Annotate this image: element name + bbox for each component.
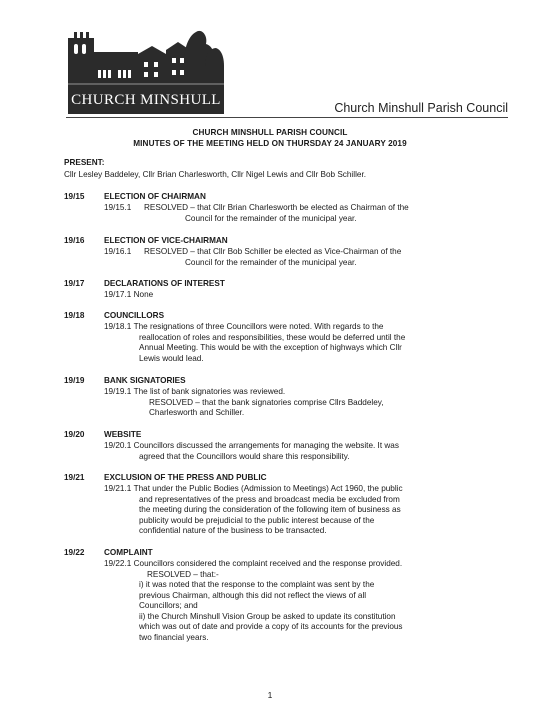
item-text: and representatives of the press and broadcast media be excluded from <box>139 494 400 504</box>
minute-item <box>104 203 409 214</box>
document-subtitle: MINUTES OF THE MEETING HELD ON THURSDAY 24 JANUARY 2019 <box>133 139 407 148</box>
minute-item <box>104 247 401 258</box>
item-text: RESOLVED – that Cllr Brian Charlesworth be elected as Chairman of the <box>144 203 409 212</box>
minute-heading: COMPLAINT <box>104 548 153 557</box>
minute-item <box>104 322 383 333</box>
item-number: 19/17.1 <box>104 290 132 299</box>
item-text: previous Chairman, although this did not reflect the views of all <box>139 590 367 600</box>
item-text: The resignations of three Councillors were noted. With regards to the <box>133 322 384 331</box>
item-text: RESOLVED – that Cllr Bob Schiller be elected as Vice-Chairman of the <box>144 247 402 256</box>
document-title: CHURCH MINSHULL PARISH COUNCIL <box>192 128 348 137</box>
minute-heading: ELECTION OF VICE-CHAIRMAN <box>104 236 228 245</box>
item-text: which was out of date and provide a copy of its accounts for the previous <box>139 622 403 631</box>
item-text: RESOLVED – that the bank signatories comprise Cllrs Baddeley, <box>149 397 384 407</box>
present-list: Cllr Lesley Baddeley, Cllr Brian Charlesworth, Cllr Nigel Lewis and Cllr Bob Schiller. <box>64 170 366 179</box>
item-text: Charlesworth and Schiller. <box>149 408 245 417</box>
present-heading: PRESENT: <box>64 158 105 167</box>
item-text: publicity would be prejudicial to the public interest because of the <box>139 515 375 525</box>
minute-number: 19/15 <box>64 192 85 201</box>
page-number: 1 <box>267 690 273 700</box>
item-text: That under the Public Bodies (Admission to Meetings) Act 1960, the public <box>133 484 403 493</box>
minute-number: 19/17 <box>64 279 85 288</box>
item-number: 19/21.1 <box>104 484 132 493</box>
minute-heading: WEBSITE <box>104 430 142 439</box>
council-name: Church Minshull Parish Council <box>334 101 508 115</box>
minute-heading: DECLARATIONS OF INTEREST <box>104 279 225 288</box>
item-text: Lewis would lead. <box>139 353 204 363</box>
item-number: 19/18.1 <box>104 322 132 331</box>
minute-heading: COUNCILLORS <box>104 311 165 320</box>
item-text: Council for the remainder of the municipal year. <box>185 214 357 223</box>
item-text: Councillors discussed the arrangements for managing the website. It was <box>133 441 399 450</box>
minute-item <box>104 441 399 452</box>
item-text: Council for the remainder of the municipal year. <box>185 258 357 267</box>
item-number: 19/19.1 <box>104 387 132 396</box>
item-text: i) it was noted that the response to the complaint was sent by the <box>139 580 375 589</box>
minute-heading: BANK SIGNATORIES <box>104 376 186 385</box>
minute-number: 19/21 <box>64 473 85 482</box>
header-divider <box>66 117 508 118</box>
item-text: The list of bank signatories was reviewed. <box>133 387 286 396</box>
minute-item <box>104 484 403 495</box>
minute-number: 19/16 <box>64 236 85 245</box>
item-number: 19/15.1 <box>104 203 132 212</box>
item-number: 19/16.1 <box>104 247 132 256</box>
item-text: ii) the Church Minshull Vision Group be asked to update its constitution <box>139 611 396 621</box>
minute-heading: ELECTION OF CHAIRMAN <box>104 192 206 201</box>
item-text: Councillors; and <box>139 601 198 610</box>
minute-item <box>104 290 153 301</box>
item-text: agreed that the Councillors would share this responsibility. <box>139 451 350 461</box>
minute-number: 19/20 <box>64 430 85 439</box>
minute-heading: EXCLUSION OF THE PRESS AND PUBLIC <box>104 473 267 482</box>
minute-item <box>104 559 402 570</box>
item-text: two financial years. <box>139 632 209 642</box>
minute-item <box>104 387 285 398</box>
item-text: None <box>133 290 154 299</box>
minute-number: 19/19 <box>64 376 85 385</box>
item-text: reallocation of roles and responsibilities, these would be deferred until the <box>139 332 406 342</box>
item-number: 19/20.1 <box>104 441 132 450</box>
item-text: the meeting during the consideration of the following item of business as <box>139 505 401 514</box>
item-text: Councillors considered the complaint received and the response provided. <box>133 559 403 568</box>
item-number: 19/22.1 <box>104 559 132 568</box>
logo-text: CHURCH MINSHULL <box>71 92 221 108</box>
minute-number: 19/18 <box>64 311 85 320</box>
item-text: RESOLVED – that:- <box>147 569 219 579</box>
minute-number: 19/22 <box>64 548 85 557</box>
item-text: Annual Meeting. This would be with the exception of highways which Cllr <box>139 343 402 352</box>
item-text: confidential nature of the business to be transacted. <box>139 526 327 535</box>
